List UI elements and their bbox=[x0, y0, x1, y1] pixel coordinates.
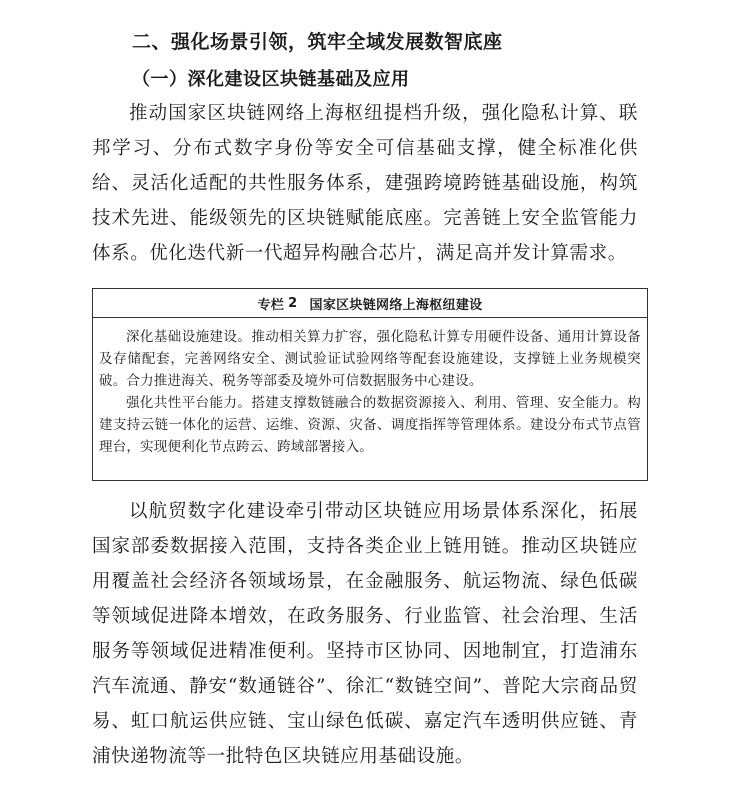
box-number: 2 bbox=[288, 295, 298, 311]
box-body bbox=[93, 318, 647, 458]
body-paragraph-1: 推动国家区块链网络上海枢纽提档升级，强化隐私计算、联邦学习、分布式数字身份等安全可信基础支撑，健全标准化供给、灵活化适配的共性服务体系，建强跨境跨链基础设施，构筑技术先进、能级领先的区块链赋能底座。完善链上安全监管能力体系。优化迭代新一代超异构融合芯片，满足高并发计算需求。 bbox=[92, 103, 638, 264]
box-header bbox=[93, 289, 647, 318]
box-item-1: 深化基础设施建设。推动相关算力扩容，强化隐私计算专用硬件设备、通用计算设备及存储配套，完善网络安全、测试验证试验网络等配套设施建设，支撑链上业务规模突破。合力推进海关、税务等部委及境外可信数据服务中心建设。 bbox=[99, 329, 641, 389]
sidebar-box bbox=[92, 288, 648, 481]
subsection-heading: （一）深化建设区块链基础及应用 bbox=[132, 69, 410, 90]
box-title: 国家区块链网络上海枢纽建设 bbox=[309, 297, 483, 313]
section-heading: 二、强化场景引领，筑牢全域发展数智底座 bbox=[132, 31, 503, 53]
body-paragraph-2: 以航贸数字化建设牵引带动区块链应用场景体系深化，拓展国家部委数据接入范围，支持各类企业上链用链。推动区块链应用覆盖社会经济各领域场景，在金融服务、航运物流、绿色低碳等领域促进降本增效，在政务服务、行业监管、社会治理、生活服务等领域促进精准便利。坚持市区协同、因地制宜，打造浦东汽车流通、静安“数通链谷”、徐汇“数链空间”、普陀大宗商品贸易、虹口航运供应链、宝山绿色低碳、嘉定汽车透明供应链、青浦快递物流等一批特色区块链应用基础设施。 bbox=[92, 501, 638, 767]
box-item-2: 强化共性平台能力。搭建支撑数链融合的数据资源接入、利用、管理、安全能力。构建支持云链一体化的运营、运维、资源、灾备、调度指挥等管理体系。建设分布式节点管理台，实现便利化节点跨云、跨域部署接入。 bbox=[99, 395, 641, 455]
box-label: 专栏 bbox=[257, 297, 285, 313]
